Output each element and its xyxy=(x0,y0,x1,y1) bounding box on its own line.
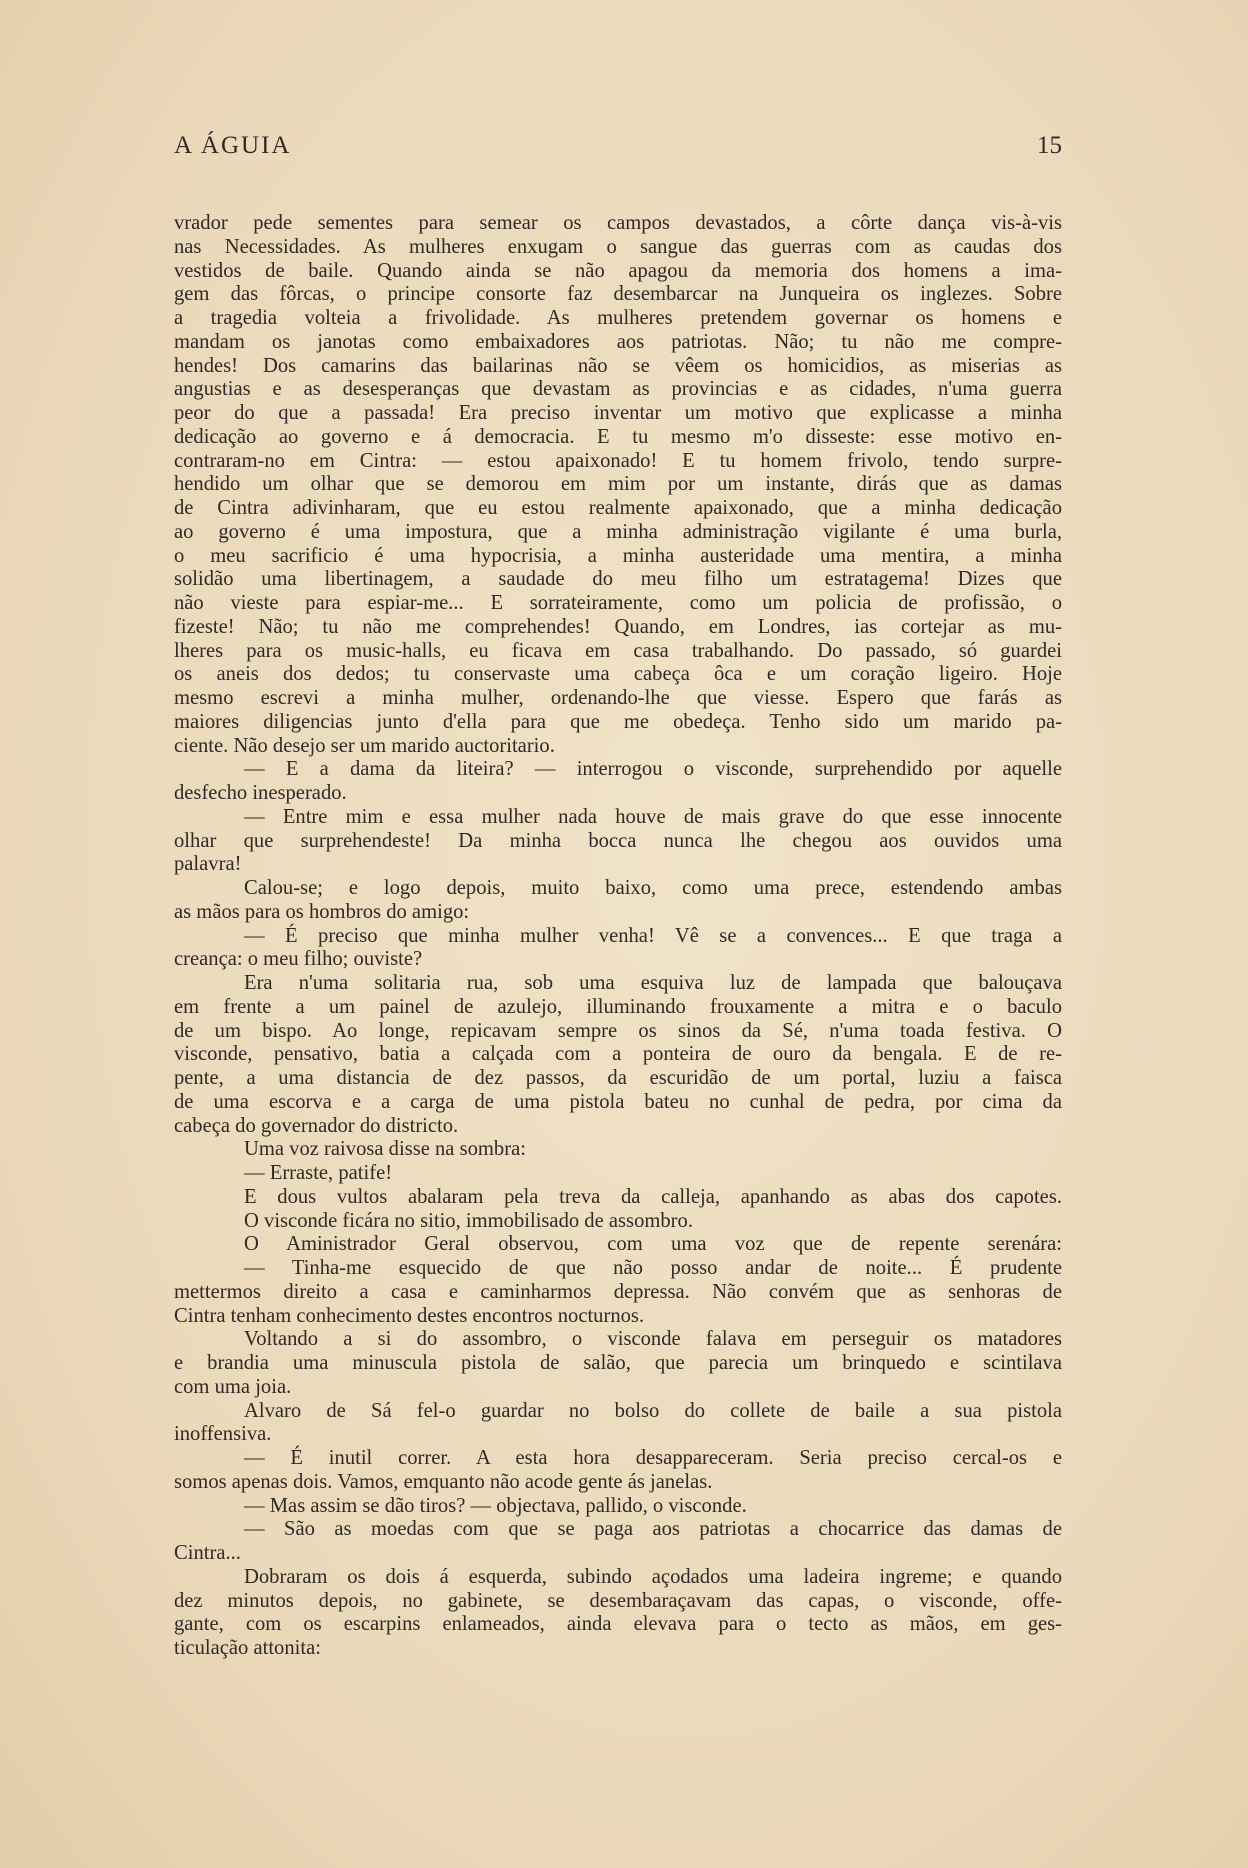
text-line: creança: o meu filho; ouviste? xyxy=(174,948,423,971)
text-line: Alvaro de Sá fel-o guardar no bolso do collete de baile a sua pistola xyxy=(244,1399,1062,1422)
text-line: as mãos para os hombros do amigo: xyxy=(174,900,470,923)
text-line: solidão uma libertinagem, a saudade do meu filho um estratagema! Dizes que xyxy=(174,568,1062,591)
text-line: — Erraste, patife! xyxy=(244,1162,393,1184)
text-line: dez minutos depois, no gabinete, se desembaraçavam das capas, o visconde, offe- xyxy=(174,1589,1062,1612)
text-line: E dous vultos abalaram pela treva da calleja, apanhando as abas dos capotes. xyxy=(244,1185,1062,1208)
text-line: ticulação attonita: xyxy=(174,1637,321,1659)
text-line: — É preciso que minha mulher venha! Vê se a convences... E que traga a xyxy=(244,924,1062,947)
text-line: — Mas assim se dão tiros? — objectava, pallido, o visconde. xyxy=(244,1494,747,1517)
text-line: Calou-se; e logo depois, muito baixo, como uma prece, estendendo ambas xyxy=(244,877,1062,899)
text-line: com uma joia. xyxy=(174,1375,292,1398)
text-line: mettermos direito a casa e caminharmos depressa. Não convém que as senhoras de xyxy=(174,1280,1062,1303)
body-text xyxy=(174,212,1062,1661)
text-line: o meu sacrificio é uma hypocrisia, a minha austeridade uma mentira, a minha xyxy=(174,544,1062,567)
text-line: inoffensiva. xyxy=(174,1423,272,1446)
page-number: 15 xyxy=(1037,132,1062,159)
text-line: não vieste para espiar-me... E sorrateiramente, como um policia de profissão, o xyxy=(174,592,1062,614)
text-line: cabeça do governador do districto. xyxy=(174,1114,459,1137)
text-line: — E a dama da liteira? — interrogou o visconde, surprehendido por aquelle xyxy=(244,758,1062,781)
text-line: hendido um olhar que se demorou em mim por um instante, dirás que as damas xyxy=(174,473,1062,496)
text-line: em frente a um painel de azulejo, illuminando frouxamente a mitra e o baculo xyxy=(174,995,1062,1018)
text-line: O visconde ficára no sitio, immobilisado de assombro. xyxy=(244,1209,693,1232)
text-line: gante, com os escarpins enlameados, ainda elevava para o tecto as mãos, em ges- xyxy=(174,1613,1062,1636)
text-line: dedicação ao governo e á democracia. E tu mesmo m'o disseste: esse motivo en- xyxy=(174,425,1062,448)
text-line: vrador pede sementes para semear os campos devastados, a côrte dança vis-à-vis xyxy=(174,212,1062,234)
page-header xyxy=(174,132,1062,166)
running-title: A ÁGUIA xyxy=(174,132,292,159)
text-line: Voltando a si do assombro, o visconde falava em perseguir os matadores xyxy=(244,1328,1062,1351)
text-line: Cintra... xyxy=(174,1542,241,1564)
text-line: peor do que a passada! Era preciso inventar um motivo que explicasse a minha xyxy=(174,402,1062,424)
text-line: mesmo escrevi a minha mulher, ordenando-lhe que viesse. Espero que farás as xyxy=(174,687,1062,709)
text-line: olhar que surprehendeste! Da minha bocca nunca lhe chegou aos ouvidos uma xyxy=(174,829,1062,852)
text-line: desfecho inesperado. xyxy=(174,782,347,804)
text-line: — São as moedas com que se paga aos patriotas a chocarrice das damas de xyxy=(244,1518,1062,1541)
text-line: somos apenas dois. Vamos, emquanto não acode gente ás janelas. xyxy=(174,1470,713,1493)
text-line: ciente. Não desejo ser um marido auctoritario. xyxy=(174,734,555,757)
text-line: gem das fôrcas, o principe consorte faz desembarcar na Junqueira os inglezes. Sobre xyxy=(174,283,1062,306)
text-line: Era n'uma solitaria rua, sob uma esquiva luz de lampada que balouçava xyxy=(244,972,1062,994)
text-line: pente, a uma distancia de dez passos, da escuridão de um portal, luziu a faisca xyxy=(174,1067,1062,1089)
text-line: de Cintra adivinharam, que eu estou realmente apaixonado, que a minha dedicação xyxy=(174,497,1062,519)
text-line: de um bispo. Ao longe, repicavam sempre os sinos da Sé, n'uma toada festiva. O xyxy=(174,1019,1062,1042)
text-line: fizeste! Não; tu não me comprehendes! Quando, em Londres, ias cortejar as mu- xyxy=(174,615,1062,638)
text-line: vestidos de baile. Quando ainda se não apagou da memoria dos homens a ima- xyxy=(174,259,1062,282)
text-line: contraram-no em Cintra: — estou apaixonado! E tu homem frivolo, tendo surpre- xyxy=(174,449,1062,472)
text-line: — Entre mim e essa mulher nada houve de mais grave do que esse innocente xyxy=(244,805,1062,828)
text-line: e brandia uma minuscula pistola de salão, que parecia um brinquedo e scintilava xyxy=(174,1352,1062,1374)
text-line: O Aministrador Geral observou, com uma voz que de repente serenára: xyxy=(244,1233,1062,1256)
text-line: hendes! Dos camarins das bailarinas não se vêem os homicidios, as miserias as xyxy=(174,354,1062,377)
text-line: maiores diligencias junto d'ella para que me obedeça. Tenho sido um marido pa- xyxy=(174,710,1062,733)
text-line: lheres para os music-halls, eu ficava em casa trabalhando. Do passado, só guardei xyxy=(174,639,1062,662)
text-line: visconde, pensativo, batia a calçada com a ponteira de ouro da bengala. E de re- xyxy=(174,1043,1062,1066)
text-line: os aneis dos dedos; tu conservaste uma cabeça ôca e um coração ligeiro. Hoje xyxy=(174,663,1062,686)
text-line: de uma escorva e a carga de uma pistola bateu no cunhal de pedra, por cima da xyxy=(174,1090,1062,1113)
text-line: nas Necessidades. As mulheres enxugam o sangue das guerras com as caudas dos xyxy=(174,235,1062,258)
text-line: — É inutil correr. A esta hora desappareceram. Seria preciso cercal-os e xyxy=(244,1447,1062,1469)
text-line: Uma voz raivosa disse na sombra: xyxy=(244,1138,526,1161)
text-line: Cintra tenham conhecimento destes encontros nocturnos. xyxy=(174,1304,645,1327)
text-line: ao governo é uma impostura, que a minha administração vigilante é uma burla, xyxy=(174,520,1062,543)
text-line: Dobraram os dois á esquerda, subindo açodados uma ladeira ingreme; e quando xyxy=(244,1565,1062,1588)
text-line: mandam os janotas como embaixadores aos patriotas. Não; tu não me compre- xyxy=(174,330,1062,353)
text-line: angustias e as desesperanças que devastam as provincias e as cidades, n'uma guerra xyxy=(174,378,1062,401)
text-line: a tragedia volteia a frivolidade. As mulheres pretendem governar os homens e xyxy=(174,307,1062,329)
text-line: palavra! xyxy=(174,853,242,876)
text-line: — Tinha-me esquecido de que não posso andar de noite... É prudente xyxy=(244,1257,1062,1279)
